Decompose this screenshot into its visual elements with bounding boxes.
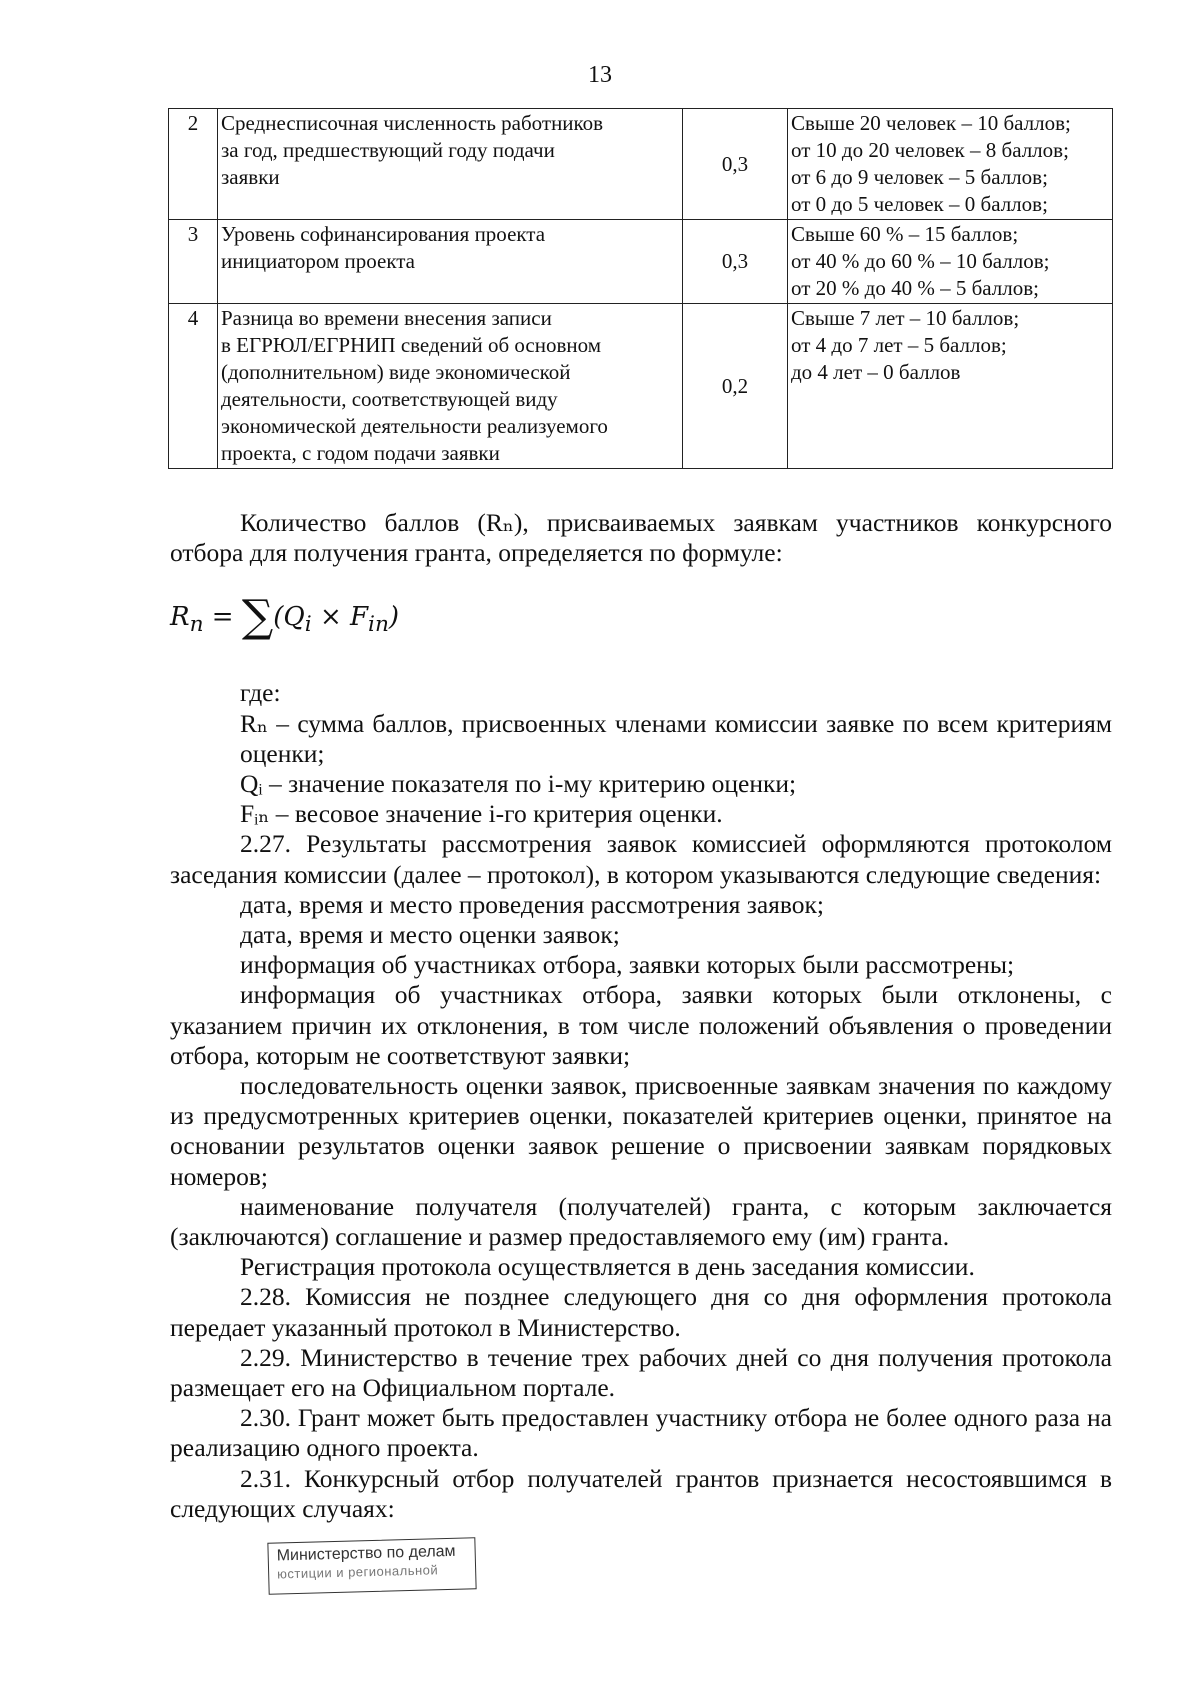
paragraph-2-30: 2.30. Грант может быть предоставлен участнику отбора не более одного раза на реализацию одного проекта. bbox=[170, 1403, 1112, 1463]
score-scale-cell bbox=[788, 109, 1113, 220]
page-number: 13 bbox=[588, 62, 612, 88]
criterion-line: за год, предшествующий году подачи bbox=[221, 138, 555, 162]
body-text bbox=[170, 508, 1112, 1524]
score-scale-cell bbox=[788, 220, 1113, 304]
scale-line: до 4 лет – 0 баллов bbox=[791, 360, 961, 384]
criterion-line: (дополнительном) виде экономической bbox=[221, 360, 571, 384]
scale-line: от 6 до 9 человек – 5 баллов; bbox=[791, 165, 1048, 189]
formula-lhs: $R_n$ = bbox=[170, 602, 242, 638]
list-item: информация об участниках отбора, заявки которых были рассмотрены; bbox=[240, 950, 1015, 980]
row-number: 2 bbox=[169, 109, 218, 220]
criterion-line: Среднесписочная численность работников bbox=[221, 111, 604, 135]
row-number: 3 bbox=[169, 220, 218, 304]
stamp-line-2: юстиции и региональной bbox=[276, 1562, 439, 1582]
criteria-table bbox=[168, 108, 1113, 469]
definition-fin: Fᵢₙ – весовое значение i-го критерия оценки. bbox=[240, 799, 723, 829]
criterion-line: деятельности, соответствующей виду bbox=[221, 387, 558, 411]
scale-line: Свыше 20 человек – 10 баллов; bbox=[791, 111, 1071, 135]
criterion-line: заявки bbox=[221, 165, 280, 189]
criterion-line: экономической деятельности реализуемого bbox=[221, 414, 608, 438]
list-item: наименование получателя (получателей) гранта, с которым заключается (заключаются) соглашение и размер предоставляемого ему (им) гранта. bbox=[170, 1191, 1112, 1252]
intro-paragraph: Количество баллов (Rₙ), присваиваемых заявкам участников конкурсного отбора для получения гранта, определяется по формуле: bbox=[170, 508, 1112, 568]
sigma-symbol: ∑ bbox=[241, 591, 274, 643]
scale-line: от 0 до 5 человек – 0 баллов; bbox=[791, 192, 1048, 216]
criterion-line: Уровень софинансирования проекта bbox=[221, 222, 546, 246]
stamp-line-1: Министерство по делам bbox=[276, 1542, 456, 1565]
scale-line: от 20 % до 40 % – 5 баллов; bbox=[791, 276, 1039, 300]
criterion-cell bbox=[218, 220, 683, 304]
table-row bbox=[169, 304, 1113, 469]
paragraph-2-31: 2.31. Конкурсный отбор получателей грантов признается несостоявшимся в следующих случаях: bbox=[170, 1463, 1112, 1523]
formula-rhs: $(Q_i \times F_{in})$ bbox=[273, 602, 400, 638]
list-item: информация об участниках отбора, заявки которых были отклонены, с указанием причин их отклонения, в том числе положений объявления о проведении отбора, которым не соответствуют заявки; bbox=[170, 980, 1112, 1070]
table-row bbox=[169, 220, 1113, 304]
score-scale-cell bbox=[788, 304, 1113, 469]
criterion-cell bbox=[218, 109, 683, 220]
criterion-line: в ЕГРЮЛ/ЕГРНИП сведений об основном bbox=[221, 333, 602, 357]
ministry-stamp bbox=[267, 1537, 476, 1594]
weight-cell: 0,3 bbox=[683, 220, 788, 304]
criterion-line: Разница во времени внесения записи bbox=[221, 306, 552, 330]
weight-cell: 0,2 bbox=[683, 304, 788, 469]
paragraph-2-28: 2.28. Комиссия не позднее следующего дня со дня оформления протокола передает указанный протокол в Министерство. bbox=[170, 1282, 1112, 1342]
table-row bbox=[169, 109, 1113, 220]
list-item: дата, время и место оценки заявок; bbox=[240, 920, 620, 950]
list-item: последовательность оценки заявок, присвоенные заявкам значения по каждому из предусмотренных критериев оценки, показателей критериев оценки, принятое на основании результатов оценки заявок решение о присвоении заявкам порядковых номеров; bbox=[170, 1071, 1112, 1191]
criterion-line: инициатором проекта bbox=[221, 249, 416, 273]
definition-qi: Qᵢ – значение показателя по i-му критерию оценки; bbox=[240, 769, 797, 799]
scale-line: от 4 до 7 лет – 5 баллов; bbox=[791, 333, 1007, 357]
where-label: где: bbox=[240, 678, 281, 708]
scale-line: Свыше 60 % – 15 баллов; bbox=[791, 222, 1019, 246]
weight-cell: 0,3 bbox=[683, 109, 788, 220]
row-number: 4 bbox=[169, 304, 218, 469]
registration-paragraph: Регистрация протокола осуществляется в день заседания комиссии. bbox=[240, 1252, 975, 1282]
score-formula bbox=[170, 591, 1112, 643]
paragraph-2-27: 2.27. Результаты рассмотрения заявок комиссией оформляются протоколом заседания комиссии (далее – протокол), в котором указываются следующие сведения: bbox=[170, 829, 1112, 889]
scale-line: Свыше 7 лет – 10 баллов; bbox=[791, 306, 1020, 330]
criterion-line: проекта, с годом подачи заявки bbox=[221, 441, 500, 465]
list-item: дата, время и место проведения рассмотрения заявок; bbox=[240, 889, 824, 919]
criterion-cell bbox=[218, 304, 683, 469]
paragraph-2-29: 2.29. Министерство в течение трех рабочих дней со дня получения протокола размещает его на Официальном портале. bbox=[170, 1342, 1112, 1403]
scale-line: от 40 % до 60 % – 10 баллов; bbox=[791, 249, 1050, 273]
definition-rn: Rₙ – сумма баллов, присвоенных членами комиссии заявке по всем критериям оценки; bbox=[240, 708, 1112, 768]
scale-line: от 10 до 20 человек – 8 баллов; bbox=[791, 138, 1069, 162]
